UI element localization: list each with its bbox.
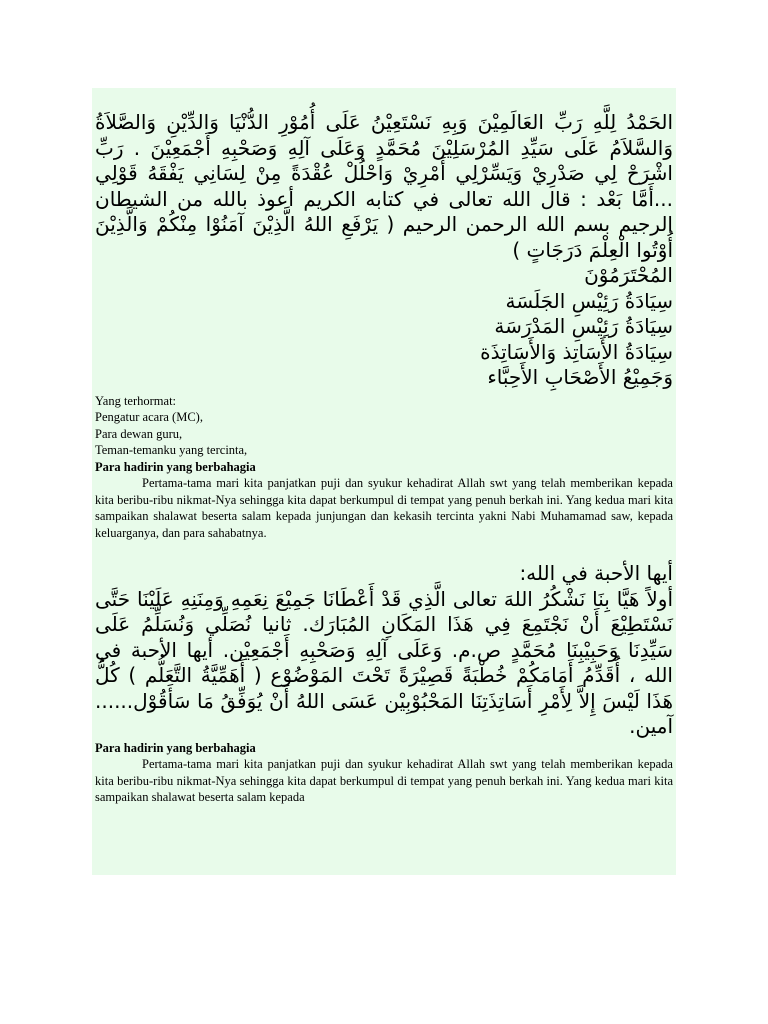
latin-salutation: Pengatur acara (MC), — [95, 410, 203, 424]
latin-salutation: Para dewan guru, — [95, 426, 183, 441]
latin-salutation-list — [95, 393, 673, 459]
arabic-salutation-list — [95, 263, 673, 391]
arabic-salutation: سِيَادَةُ رَئِيْسِ الجَلَسَة — [505, 288, 673, 313]
latin-salutation: Teman-temanku yang tercinta, — [95, 443, 248, 457]
arabic-salutation: سِيَادَةُ الأَسَاتِذ وَالأَسَاتِذَة — [480, 339, 673, 364]
opening-paragraph: Pertama-tama mari kita panjatkan puji dan syukur kehadirat Allah swt yang telah memberikan kepada kita beribu-ribu nikmat-Nya sehingga kita dapat berkumpul di tempat yang penuh berkah ini. Yang kedua mari kita sampaikan shalawat beserta salam kepada junjungan dan kekasih tercinta yakni Nabi Muhamamad saw, kepada keluarganya, dan para sahabatnya. — [95, 476, 673, 540]
body-paragraph: Pertama-tama mari kita panjatkan puji dan syukur kehadirat Allah swt yang telah memberikan kepada kita beribu-ribu nikmat-Nya sehingga kita dapat berkumpul di tempat yang penuh berkah ini. Yang kedua mari kita sampaikan shalawat beserta salam kepada — [95, 757, 673, 804]
latin-salutation: Yang terhormat: — [95, 393, 177, 408]
arabic-heading: أيها الأحبة في الله: — [519, 561, 673, 585]
greeting-heading: Para hadirin yang berbahagia — [95, 459, 256, 474]
arabic-salutation: سِيَادَةُ رَئِيْسِ المَدْرَسَة — [494, 314, 673, 338]
arabic-salutation: المُحْتَرَمُوْنَ — [584, 263, 673, 287]
arabic-opening: الحَمْدُ لِلَّهِ رَبِّ العَالَمِيْنَ وَبِهِ نَسْتَعِيْنُ عَلَى أُمُوْرِ الدُّنْيَا وَالدِّيْنِ وَالصَّلاَةُ وَالسَّلاَمُ عَلَى سَيِّدِ المُرْسَلِيْنَ مُحَمَّدٍ وَعَلَى آلِهِ وَصَحْبِهِ أَجْمَعِيْنَ . رَبِّ اشْرَحْ لِي صَدْرِيْ وَيَسِّرْلِي أَمْرِيْ وَاحْلُلْ عُقْدَةً مِنْ لِسَانِي يَفْقَهُ قَوْلِي ...أَمَّا بَعْد : قال الله تعالى في كتابه الكريم أعوذ بالله من الشيطان الرجيم بسم الله الرحمن الرحيم ( يَرْفَعِ اللهُ الَّذِيْنَ آمَنُوْا مِنْكُمْ وَالَّذِيْنَ أُوْتُوا الْعِلْمَ دَرَجَاتٍ ) — [95, 110, 673, 262]
greeting-heading: Para hadirin yang berbahagia — [95, 740, 256, 755]
arabic-salutation: وَجَمِيْعُ الأَصْحَابِ الأَحِبَّاء — [487, 365, 673, 389]
arabic-body: أولاً هَيَّا بِنَا نَشْكُرُ اللهَ تعالى الَّذِي قَدْ أَعْطَانَا جَمِيْعَ نِعَمِهِ وَمِنَنِهِ عَلَيْنَا حَتَّى نَسْتَطِيْعَ أَنْ نَجْتَمِعَ فِي هَذَا المَكَانِ المُبَارَك. ثانيا نُصَلِّي وَنُسَلِّمُ عَلَى سَيِّدِنَا وَحَبِيْبِنَا مُحَمَّدٍ ص.م. وَعَلَى آلِهِ وَصَحْبِهِ أَجْمَعِيْن. أيها الأحبة في الله ، أُقَدِّمُ أَمَامَكُمْ خُطْبَةً قَصِيْرَةً تَحْتَ المَوْضُوْع ( أَهَمِّيَّةُ التَّعَلُّم ) كُلُّ هَذَا لَيْسَ إِلاَّ لِأَمْرِ أَسَاتِذَتِنَا المَحْبُوْبِيْن عَسَى اللهُ أَنْ يُوَفِّقُ مَا سَأَقُوْل...... آمين. — [95, 586, 673, 738]
document-page — [92, 88, 676, 875]
